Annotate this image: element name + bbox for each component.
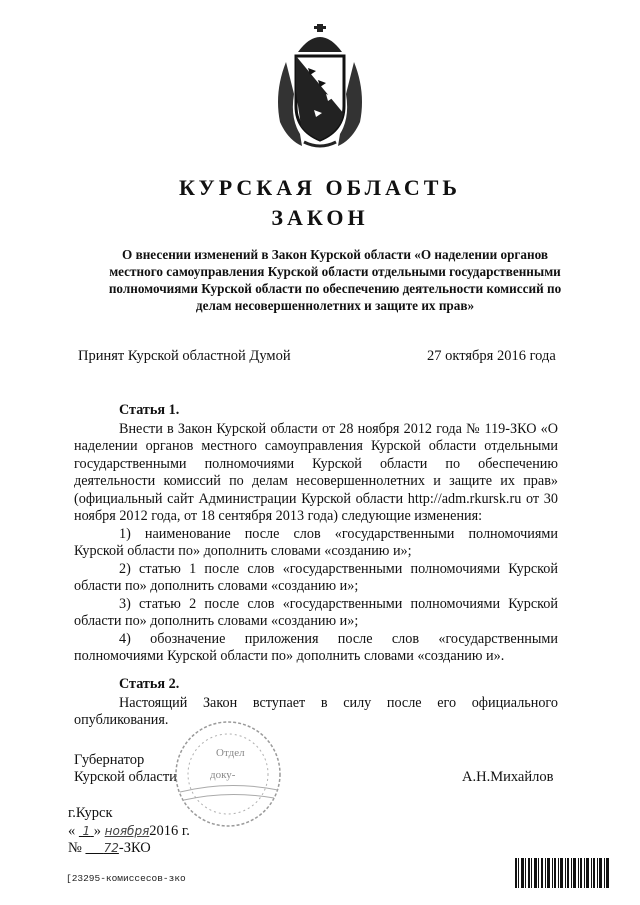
- law-number: [68, 840, 190, 858]
- date-quote-open: «: [68, 822, 76, 839]
- document-id: [23295-комиссесов-зко: [66, 873, 186, 884]
- article-1: [74, 402, 558, 666]
- date-month: ноября: [104, 823, 150, 838]
- law-subject: О внесении изменений в Закон Курской области «О наделении органов местного самоуправления Курской области отдельными государственными полномочиями Курской области по обеспечению деятельности комиссий по делам несовершеннолетних и защите их прав»: [108, 247, 562, 313]
- date-day: [79, 823, 94, 839]
- coat-of-arms-icon: [268, 22, 372, 152]
- date-day-value: 1: [82, 823, 91, 838]
- article-1-intro: Внести в Закон Курской области от 28 ноября 2012 года № 119-ЗКО «О наделении органов местного самоуправления Курской области отдельными государственными полномочиями Курской области по обеспечению деятельности комиссий по делам несовершеннолетних и защите их прав» (официальный сайт Администрации Курской области http://adm.rkursk.ru от 30 ноября 2012 года, от 18 сентября 2013 года) следующие изменения:: [74, 420, 558, 524]
- number-field: [85, 840, 118, 856]
- article-1-item: 1) наименование после слов «государственными полномочиями Курской области по» дополнить словами «созданию и»;: [74, 525, 558, 559]
- number-value: 72: [103, 841, 119, 855]
- article-1-item: 4) обозначение приложения после слов «государственными полномочиями Курской области по» дополнить словами «созданию и».: [74, 630, 558, 664]
- article-2-title: Статья 2.: [119, 676, 180, 692]
- article-1-item: 2) статью 1 после слов «государственными полномочиями Курской области по» дополнить словами «созданию и»;: [74, 560, 558, 594]
- signatory-role-line: Курской области: [74, 769, 177, 785]
- signing-date: [68, 823, 190, 841]
- region-title: КУРСКАЯ ОБЛАСТЬ: [179, 175, 461, 200]
- adoption-date: 27 октября 2016 года: [427, 348, 556, 364]
- signatory-name: А.Н.Михайлов: [462, 769, 554, 785]
- date-quote-close: »: [93, 822, 102, 839]
- barcode-icon: [515, 858, 609, 888]
- article-2: [74, 676, 558, 730]
- city: г.Курск: [68, 805, 113, 821]
- number-prefix: №: [68, 840, 82, 856]
- date-year: 2016 г.: [149, 822, 190, 839]
- article-1-item: 3) статью 2 после слов «государственными полномочиями Курской области по» дополнить словами «созданию и»;: [74, 595, 558, 629]
- stamp-text: Отдел: [216, 747, 245, 759]
- signatory-role-line: Губернатор: [74, 752, 145, 768]
- article-2-text: Настоящий Закон вступает в силу после его официального опубликования.: [74, 694, 558, 728]
- number-suffix: -ЗКО: [118, 840, 151, 856]
- article-1-title: Статья 1.: [119, 402, 180, 418]
- document-type: ЗАКОН: [271, 205, 369, 230]
- adopted-by: Принят Курской областной Думой: [78, 348, 291, 364]
- signatory-role: [74, 752, 177, 786]
- stamp-text: доку-: [210, 769, 236, 781]
- place-and-date: [68, 805, 190, 858]
